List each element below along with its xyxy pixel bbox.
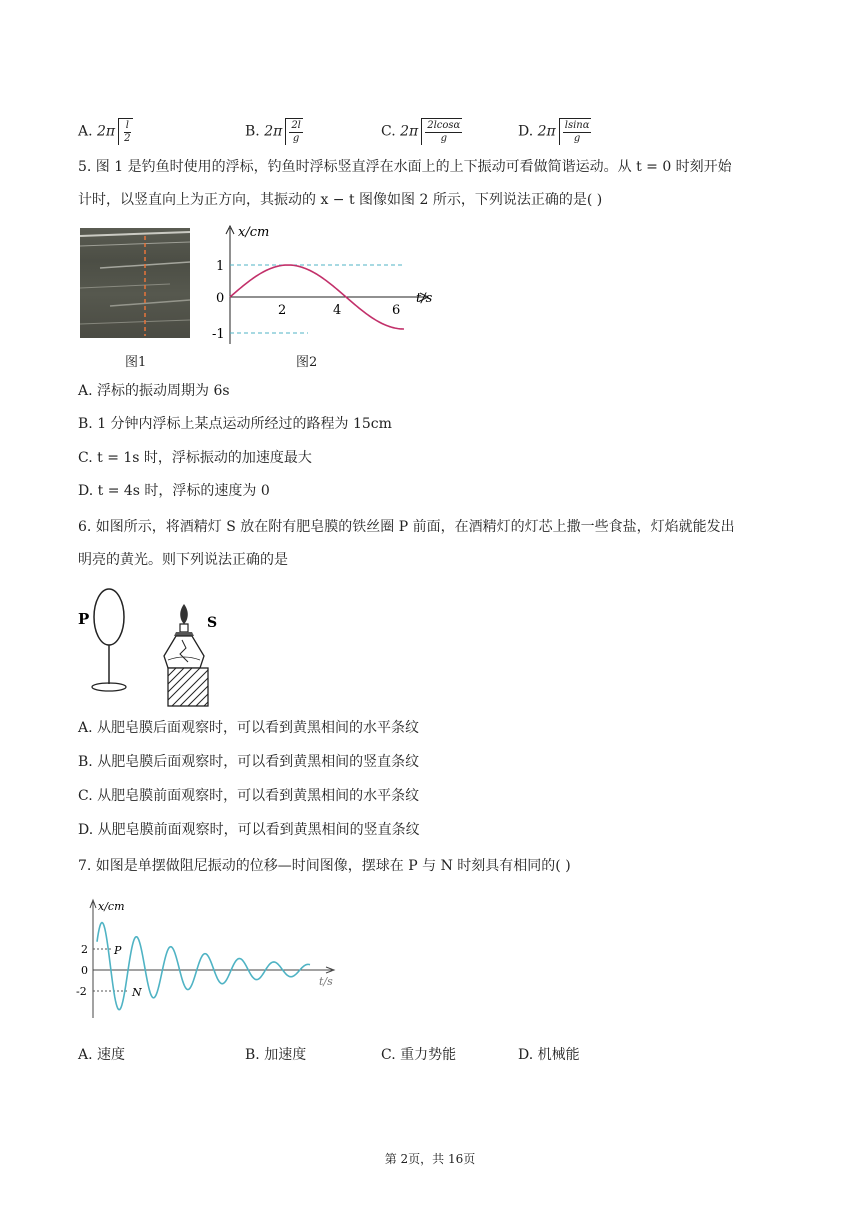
x-axis-label: t/s bbox=[319, 975, 333, 988]
y-tick-1: 1 bbox=[216, 259, 225, 274]
q6-stem-line1: 6. 如图所示，将酒精灯 S 放在附有肥皂膜的铁丝圈 P 前面，在酒精灯的灯芯上撒一些食盐，灯焰就能发出 bbox=[78, 519, 735, 535]
sine-graph bbox=[208, 222, 458, 352]
y-axis-label: x/cm bbox=[238, 225, 270, 240]
q7-option-a: A. 速度 bbox=[78, 1047, 126, 1063]
q7-stem: 7. 如图是单摆做阻尼振动的位移—时间图像，摆球在 P 与 N 时刻具有相同的( ) bbox=[78, 858, 571, 874]
q5-stem-line1: 5. 图 1 是钓鱼时使用的浮标，钓鱼时浮标竖直浮在水面上的上下振动可看做简谐运动。从 t = 0 时刻开始 bbox=[78, 159, 732, 175]
fig2-caption: 图2 bbox=[296, 355, 318, 370]
y-tick-neg1: -1 bbox=[212, 327, 225, 342]
q4-option-a: A. 2π $\frac{l}{2}$ bbox=[78, 120, 131, 144]
q5-option-d: D. t = 4s 时，浮标的速度为 0 bbox=[78, 483, 270, 499]
point-n-label: N bbox=[132, 986, 142, 999]
y-tick-0: 0 bbox=[81, 964, 88, 977]
y-tick-0: 0 bbox=[216, 291, 225, 306]
x-axis-label: t/s bbox=[416, 291, 433, 306]
x-tick-6: 6 bbox=[392, 303, 401, 318]
q6-option-d: D. 从肥皂膜前面观察时，可以看到黄黑相间的竖直条纹 bbox=[78, 822, 420, 838]
q6-option-c: C. 从肥皂膜前面观察时，可以看到黄黑相间的水平条纹 bbox=[78, 788, 420, 804]
y-axis-label: x/cm bbox=[98, 900, 125, 913]
fig1-caption: 图1 bbox=[125, 355, 147, 370]
stand-base bbox=[92, 683, 126, 691]
q7-option-d: D. 机械能 bbox=[518, 1047, 580, 1063]
point-p-label: P bbox=[114, 944, 122, 957]
wire-ring bbox=[94, 589, 124, 645]
q4-option-d: D. 2π $\frac{lsin\alpha}{g}$ bbox=[518, 120, 590, 144]
q6-stem-line2: 明亮的黄光。则下列说法正确的是 bbox=[78, 552, 288, 568]
q7-option-c: C. 重力势能 bbox=[381, 1047, 457, 1063]
x-tick-2: 2 bbox=[278, 303, 287, 318]
damped-oscillation-graph bbox=[76, 896, 346, 1024]
label-s: S bbox=[207, 615, 218, 631]
label-p: P bbox=[78, 610, 90, 628]
soap-film-lamp-figure bbox=[76, 584, 236, 710]
x-tick-4: 4 bbox=[333, 303, 342, 318]
q5-stem-line2: 计时，以竖直向上为正方向，其振动的 x − t 图像如图 2 所示，下列说法正确的是( ) bbox=[78, 192, 603, 208]
q5-option-c: C. t = 1s 时，浮标振动的加速度最大 bbox=[78, 450, 312, 466]
page-footer: 第 2页，共 16页 bbox=[384, 1152, 476, 1166]
q6-option-b: B. 从肥皂膜后面观察时，可以看到黄黑相间的竖直条纹 bbox=[78, 754, 420, 770]
q4-option-c: C. 2π $\frac{2lcos\alpha}{g}$ bbox=[381, 120, 461, 144]
hatched-block bbox=[168, 668, 208, 706]
damped-curve bbox=[97, 923, 310, 1010]
y-tick-2: 2 bbox=[81, 943, 88, 956]
q7-option-b: B. 加速度 bbox=[245, 1047, 307, 1063]
q5-option-a: A. 浮标的振动周期为 6s bbox=[78, 383, 230, 399]
q4-option-b: B. 2π $\frac{2l}{g}$ bbox=[245, 120, 301, 144]
alcohol-lamp bbox=[164, 604, 204, 668]
q6-option-a: A. 从肥皂膜后面观察时，可以看到黄黑相间的水平条纹 bbox=[78, 720, 420, 736]
float-photo bbox=[80, 228, 190, 338]
q5-option-b: B. 1 分钟内浮标上某点运动所经过的路程为 15cm bbox=[78, 416, 392, 432]
y-tick-neg2: -2 bbox=[76, 985, 87, 998]
